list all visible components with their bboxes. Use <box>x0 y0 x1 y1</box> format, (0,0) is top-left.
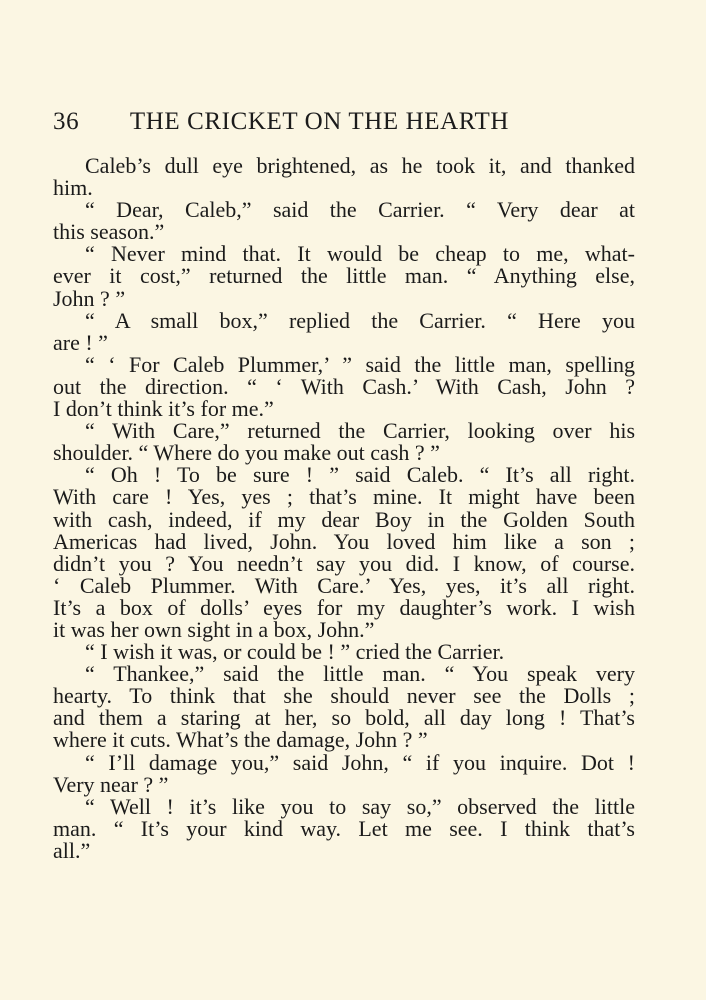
text-line: this season.” <box>53 219 165 245</box>
text-line: “ A small box,” replied the Carrier. “ Here you <box>85 307 635 333</box>
text-line: I don’t think it’s for me.” <box>53 396 274 422</box>
text-line: where it cuts. What’s the damage, John ? ” <box>53 727 428 753</box>
text-line: didn’t you ? You needn’t say you did. I know, of course. <box>53 550 635 576</box>
text-line: With care ! Yes, yes ; that’s mine. It might have been <box>53 484 635 510</box>
text-line: all.” <box>53 837 91 863</box>
text-line: hearty. To think that she should never see the Dolls ; <box>53 683 635 709</box>
text-line: “ I’ll damage you,” said John, “ if you inquire. Dot ! <box>85 749 635 775</box>
text-line: and them a staring at her, so bold, all day long ! That’s <box>53 705 635 731</box>
running-title: THE CRICKET ON THE HEARTH <box>129 108 510 135</box>
text-line: John ? ” <box>53 285 126 311</box>
text-line: man. “ It’s your kind way. Let me see. I think that’s <box>53 815 635 841</box>
text-line: it was her own sight in a box, John.” <box>53 616 375 642</box>
text-line: ‘ Caleb Plummer. With Care.’ Yes, yes, it’s all right. <box>53 572 635 598</box>
running-header <box>53 108 653 140</box>
text-line: “ I wish it was, or could be ! ” cried the Carrier. <box>85 639 505 665</box>
text-line: Caleb’s dull eye brightened, as he took it, and thanked <box>85 153 635 178</box>
text-line: are ! ” <box>53 329 108 355</box>
text-line: him. <box>53 175 93 201</box>
text-line: “ Oh ! To be sure ! ” said Caleb. “ It’s all right. <box>85 462 635 488</box>
text-line: Americas had lived, John. You loved him like a son ; <box>53 528 635 554</box>
body-text <box>53 155 635 862</box>
text-line: “ ‘ For Caleb Plummer,’ ” said the little man, spelling <box>85 351 635 377</box>
text-line: “ With Care,” returned the Carrier, looking over his <box>85 418 635 444</box>
text-line: shoulder. “ Where do you make out cash ? ” <box>53 440 440 466</box>
text-line: It’s a box of dolls’ eyes for my daughter’s work. I wish <box>53 594 635 620</box>
text-line: ever it cost,” returned the little man. “ Anything else, <box>53 263 635 289</box>
text-line: “ Never mind that. It would be cheap to me, what- <box>85 241 635 267</box>
text-line: “ Thankee,” said the little man. “ You speak very <box>85 661 635 687</box>
page-number: 36 <box>53 108 80 135</box>
text-line: Very near ? ” <box>53 771 169 797</box>
text-line: out the direction. “ ‘ With Cash.’ With Cash, John ? <box>53 373 635 399</box>
text-line: “ Dear, Caleb,” said the Carrier. “ Very dear at <box>85 197 635 223</box>
text-line: with cash, indeed, if my dear Boy in the Golden South <box>53 506 635 532</box>
text-line: “ Well ! it’s like you to say so,” observed the little <box>85 793 635 819</box>
